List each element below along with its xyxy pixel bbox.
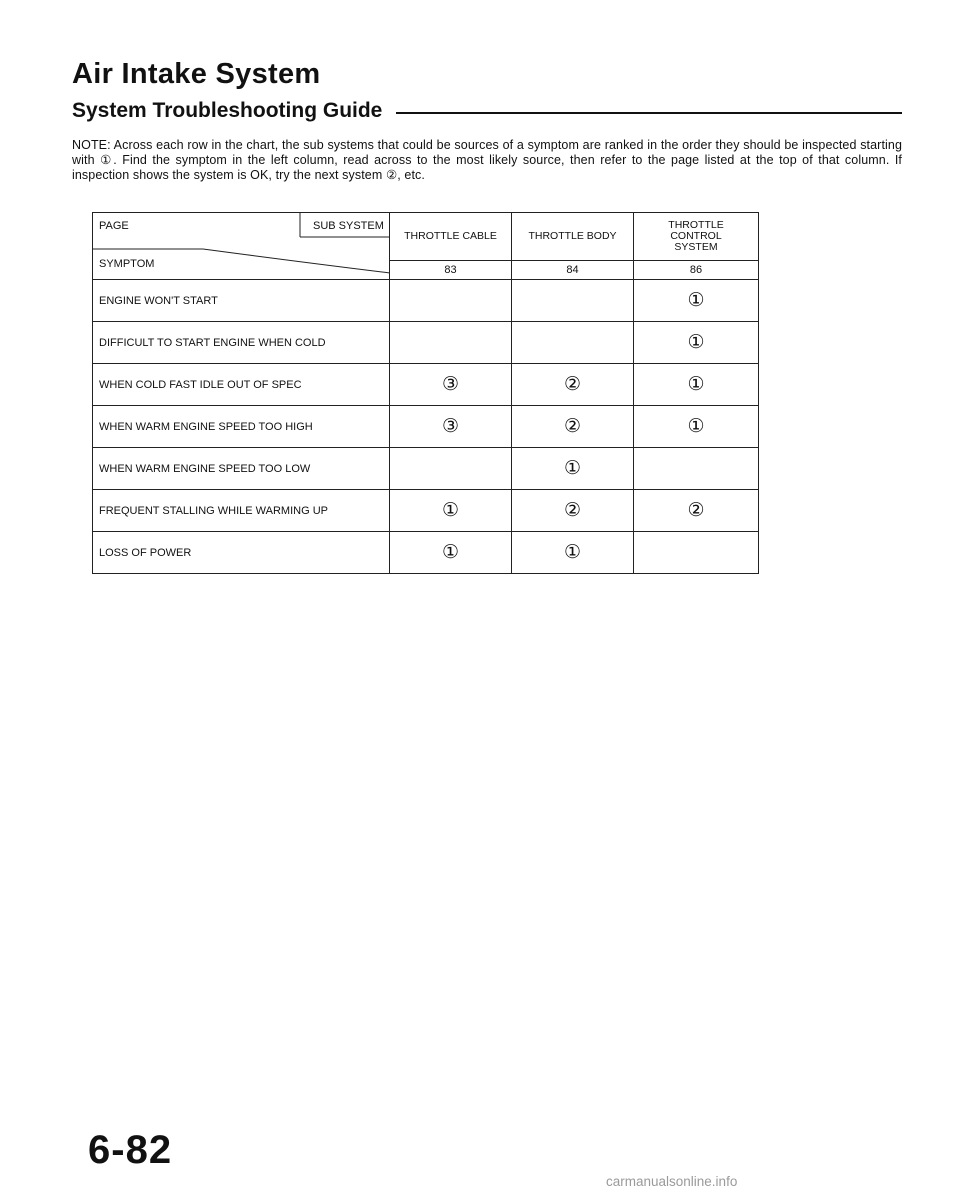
rank-cell: [390, 532, 512, 574]
header-row: [93, 213, 759, 261]
table-row: [93, 532, 759, 574]
column-page-throttle-cable: 83: [390, 260, 512, 279]
note-paragraph: NOTE: Across each row in the chart, the sub systems that could be sources of a symptom are ranked in the order they should be inspected starting with ①. Find the symptom in the left column, read across to the most likely source, then refer to the page listed at the top of that column. If inspection shows the system is OK, try the next system ②, etc.: [72, 138, 902, 182]
rank-marker: ①: [687, 331, 705, 353]
rank-cell: [634, 448, 759, 490]
symptom-cell: DIFFICULT TO START ENGINE WHEN COLD: [93, 322, 390, 364]
column-page-throttle-body: 84: [512, 260, 634, 279]
rank-cell: [512, 490, 634, 532]
symptom-cell: FREQUENT STALLING WHILE WARMING UP: [93, 490, 390, 532]
table-row: [93, 406, 759, 448]
rank-marker: ②: [563, 499, 582, 521]
header-corner-cell: [93, 213, 390, 280]
heading-rule: [396, 112, 902, 114]
rank-cell: [512, 448, 634, 490]
table-row: [93, 448, 759, 490]
rank-marker: ①: [441, 499, 460, 521]
symptom-cell: WHEN WARM ENGINE SPEED TOO HIGH: [93, 406, 390, 448]
rank-marker: ②: [687, 499, 705, 521]
rank-marker: ③: [441, 415, 460, 437]
symptom-cell: WHEN WARM ENGINE SPEED TOO LOW: [93, 448, 390, 490]
table-row: [93, 364, 759, 406]
rank-cell: [390, 448, 512, 490]
rank-cell: [512, 322, 634, 364]
rank-marker: ①: [687, 289, 705, 311]
rank-cell: [512, 280, 634, 322]
table-row: [93, 490, 759, 532]
rank-marker: ②: [563, 415, 582, 437]
corner-symptom-label: SYMPTOM: [99, 258, 155, 270]
symptom-cell: LOSS OF POWER: [93, 532, 390, 574]
rank-cell: [634, 322, 759, 364]
column-header-throttle-control-system: THROTTLE CONTROL SYSTEM: [634, 213, 759, 261]
rank-marker: ①: [687, 415, 705, 437]
table-row: [93, 322, 759, 364]
rank-cell: [390, 280, 512, 322]
rank-cell: [634, 364, 759, 406]
rank-marker: ③: [441, 373, 460, 395]
symptom-cell: ENGINE WON'T START: [93, 280, 390, 322]
rank-cell: [390, 364, 512, 406]
column-page-throttle-control-system: 86: [634, 260, 759, 279]
rank-cell: [634, 490, 759, 532]
rank-cell: [634, 406, 759, 448]
symptom-cell: WHEN COLD FAST IDLE OUT OF SPEC: [93, 364, 390, 406]
rank-cell: [390, 490, 512, 532]
column-header-throttle-body: THROTTLE BODY: [512, 213, 634, 261]
rank-cell: [512, 364, 634, 406]
rank-cell: [512, 406, 634, 448]
rank-cell: [512, 532, 634, 574]
rank-marker: ①: [441, 541, 460, 563]
rank-marker: ①: [687, 373, 705, 395]
rank-cell: [634, 280, 759, 322]
rank-marker: ①: [563, 457, 582, 479]
section-heading: [72, 96, 902, 126]
rank-cell: [390, 406, 512, 448]
column-header-throttle-cable: THROTTLE CABLE: [390, 213, 512, 261]
troubleshooting-table: [92, 212, 759, 574]
corner-page-label: PAGE: [99, 220, 129, 232]
rank-marker: ②: [563, 373, 582, 395]
rank-cell: [390, 322, 512, 364]
rank-cell: [634, 532, 759, 574]
section-subtitle: System Troubleshooting Guide: [72, 99, 383, 122]
corner-subsystem-label: SUB SYSTEM: [313, 220, 384, 232]
page-title: Air Intake System: [72, 58, 321, 90]
rank-marker: ①: [563, 541, 582, 563]
watermark-url: carmanualsonline.info: [606, 1174, 738, 1189]
table-row: [93, 280, 759, 322]
page-number: 6-82: [88, 1128, 173, 1172]
